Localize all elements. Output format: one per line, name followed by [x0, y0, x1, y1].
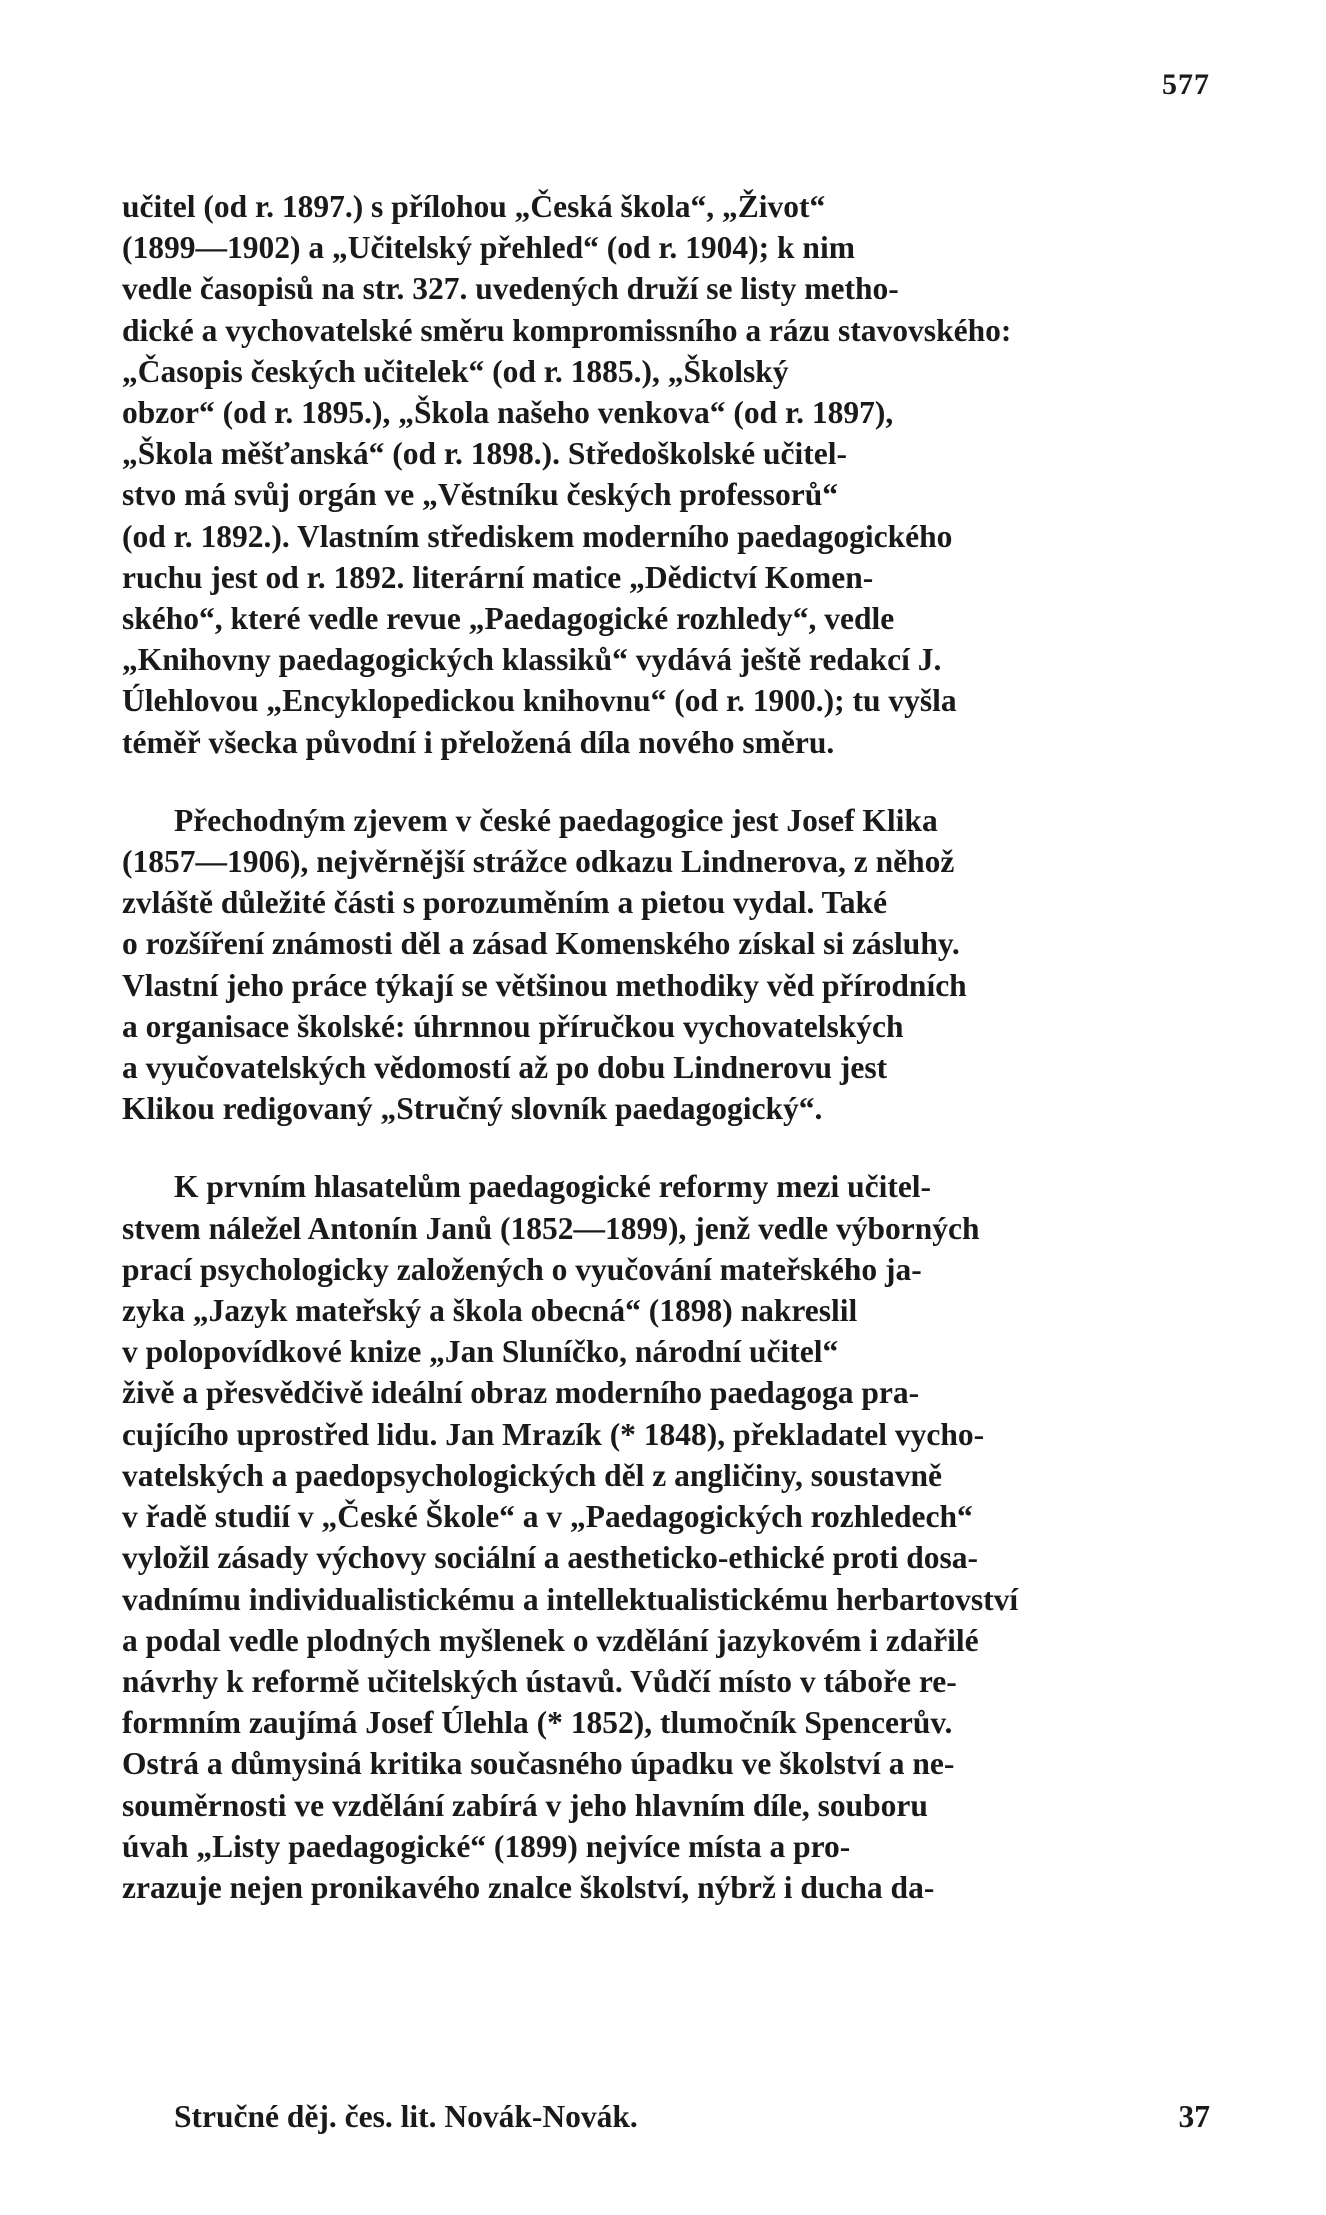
- text-line: téměř všecka původní i přeložená díla nového směru.: [122, 724, 835, 760]
- text-line: a podal vedle plodných myšlenek o vzdělání jazykovém i zdařilé: [122, 1622, 979, 1658]
- text-line: v řadě studií v „České Škole“ a v „Paedagogických rozhledech“: [122, 1499, 973, 1535]
- text-line: dické a vychovatelské směru kompromissního a rázu stavovského:: [122, 312, 1012, 348]
- text-line: Klikou redigovaný „Stručný slovník paedagogický“.: [122, 1091, 823, 1127]
- text-line: vatelských a paedopsychologických děl z angličiny, soustavně: [122, 1457, 942, 1493]
- text-line: úvah „Listy paedagogické“ (1899) nejvíce místa a pro-: [122, 1828, 851, 1864]
- paragraph-3: [122, 1166, 1212, 1908]
- page-footer: [174, 2099, 1210, 2135]
- text-line: ruchu jest od r. 1892. literární matice „Dědictví Komen-: [122, 559, 874, 595]
- sheet-number: 37: [1178, 2099, 1210, 2134]
- text-line: učitel (od r. 1897.) s přílohou „Česká škola“, „Život“: [122, 189, 826, 224]
- text-line: zrazuje nejen pronikavého znalce školství, nýbrž i ducha da-: [122, 1869, 935, 1905]
- text-line: K prvním hlasatelům paedagogické reformy mezi učitel-: [174, 1169, 932, 1205]
- text-line: „Knihovny paedagogických klassiků“ vydává ještě redakcí J.: [122, 642, 942, 678]
- text-line: (1899—1902) a „Učitelský přehled“ (od r. 1904); k nim: [122, 230, 855, 266]
- footer-signature: Stručné děj. čes. lit. Novák-Novák.: [174, 2099, 638, 2134]
- text-line: vedle časopisů na str. 327. uvedených druží se listy metho-: [122, 271, 899, 307]
- text-line: stvem náležel Antonín Janů (1852—1899), jenž vedle výborných: [122, 1210, 980, 1246]
- text-line: „Časopis českých učitelek“ (od r. 1885.), „Školský: [122, 353, 789, 389]
- text-line: a organisace školské: úhrnnou příručkou vychovatelských: [122, 1008, 904, 1044]
- text-line: návrhy k reformě učitelských ústavů. Vůdčí místo v táboře re-: [122, 1663, 957, 1699]
- text-line: ského“, které vedle revue „Paedagogické rozhledy“, vedle: [122, 601, 895, 637]
- text-line: vyložil zásady výchovy sociální a aestheticko-ethické proti dosa-: [122, 1540, 979, 1576]
- text-line: v polopovídkové knize „Jan Sluníčko, národní učitel“: [122, 1334, 839, 1370]
- text-line: Úlehlovou „Encyklopedickou knihovnu“ (od r. 1900.); tu vyšla: [122, 683, 957, 719]
- body-text: [122, 186, 1212, 1908]
- text-line: Přechodným zjevem v české paedagogice jest Josef Klika: [174, 802, 938, 838]
- paragraph-2: [122, 800, 1212, 1130]
- text-line: prací psychologicky založených o vyučování mateřského ja-: [122, 1251, 922, 1287]
- text-line: živě a přesvědčivě ideální obraz moderního paedagoga pra-: [122, 1375, 920, 1411]
- text-line: (1857—1906), nejvěrnější strážce odkazu Lindnerova, z něhož: [122, 844, 955, 880]
- text-line: obzor“ (od r. 1895.), „Škola našeho venkova“ (od r. 1897),: [122, 395, 894, 431]
- text-line: o rozšíření známosti děl a zásad Komenského získal si zásluhy.: [122, 926, 960, 962]
- text-line: „Škola měšťanská“ (od r. 1898.). Středoškolské učitel-: [122, 436, 847, 472]
- text-line: zvláště důležité části s porozuměním a pietou vydal. Také: [122, 885, 888, 921]
- page-number: 577: [1162, 68, 1210, 101]
- text-line: cujícího uprostřed lidu. Jan Mrazík (* 1848), překladatel vycho-: [122, 1416, 985, 1452]
- text-line: zyka „Jazyk mateřský a škola obecná“ (1898) nakreslil: [122, 1293, 858, 1329]
- text-line: a vyučovatelských vědomostí až po dobu Lindnerovu jest: [122, 1050, 888, 1086]
- text-line: formním zaujímá Josef Úlehla (* 1852), tlumočník Spencerův.: [122, 1705, 953, 1741]
- text-line: (od r. 1892.). Vlastním střediskem moderního paedagogického: [122, 518, 953, 554]
- text-line: souměrnosti ve vzdělání zabírá v jeho hlavním díle, souboru: [122, 1787, 928, 1823]
- text-line: Ostrá a důmysiná kritika současného úpadku ve školství a ne-: [122, 1746, 955, 1782]
- text-line: vadnímu individualistickému a intellektualistickému herbartovství: [122, 1581, 1019, 1617]
- text-line: stvo má svůj orgán ve „Věstníku českých professorů“: [122, 477, 839, 513]
- text-line: Vlastní jeho práce týkají se většinou methodiky věd přírodních: [122, 967, 967, 1003]
- paragraph-1: [122, 186, 1212, 763]
